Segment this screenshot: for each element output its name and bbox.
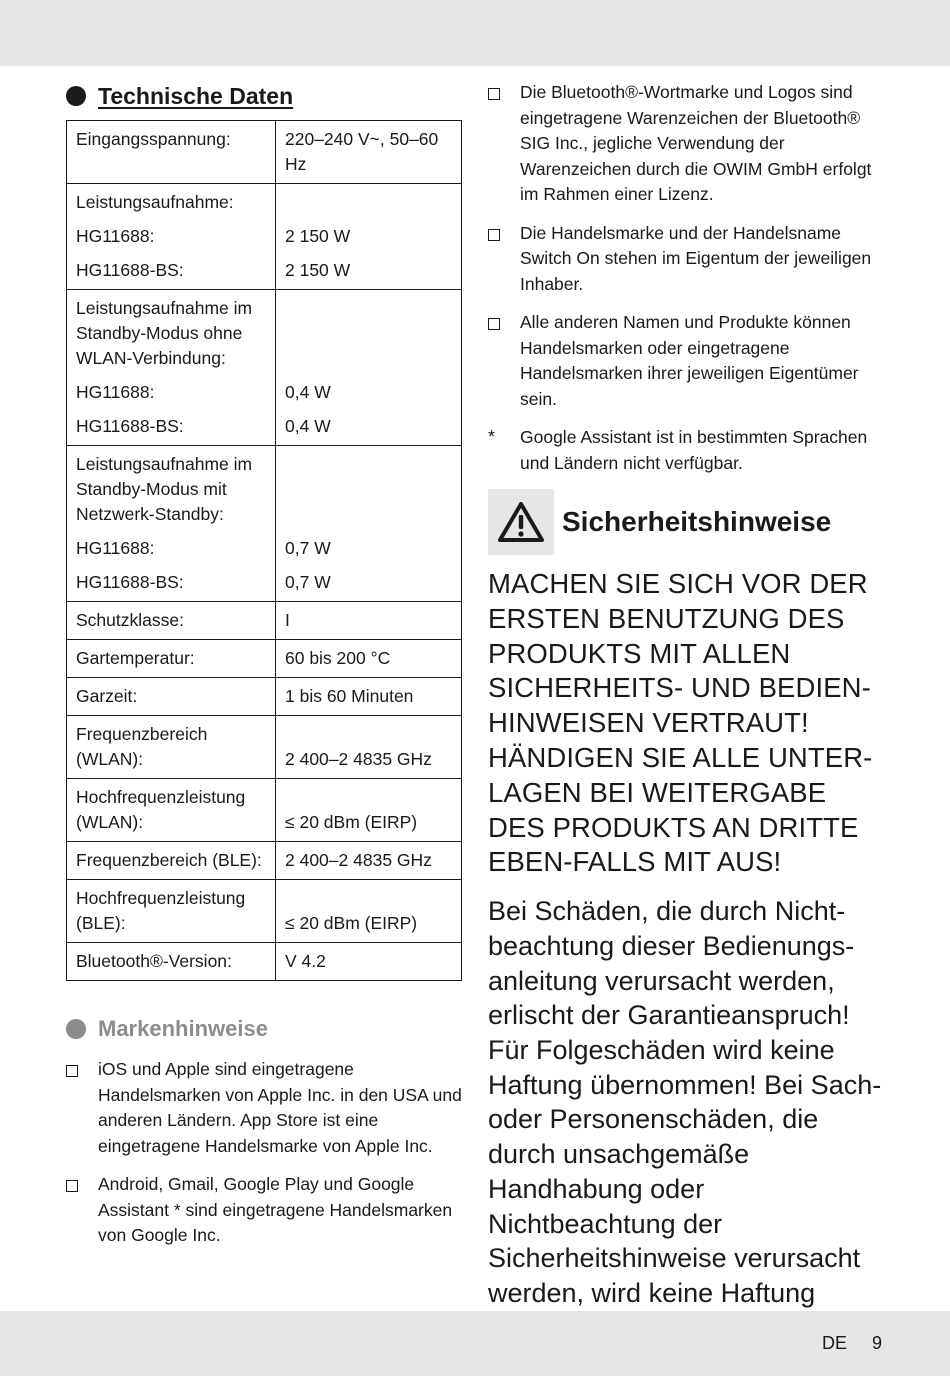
right-column <box>488 80 888 1345</box>
list-item: * Google Assistant ist in bestimmten Sprachen und Ländern nicht verfügbar. <box>488 427 868 473</box>
checkbox-square-icon <box>488 229 500 241</box>
spec-value: 2 400–2 4835 GHz <box>276 716 462 779</box>
table-row <box>67 779 462 842</box>
list-item: iOS und Apple sind eingetragene Handelsmarken von Apple Inc. in den USA und anderen Ländern. App Store ist eine eingetragene Handelsmarke von Apple Inc. <box>66 1057 462 1159</box>
spec-label: Garzeit: <box>67 678 276 716</box>
spec-table <box>66 120 462 981</box>
spec-label: Leistungsaufnahme im Standby-Modus ohne WLAN-Verbindung: <box>76 298 253 368</box>
spec-sublabel: HG11688: <box>76 382 155 402</box>
footer-band <box>0 1311 950 1376</box>
spec-sublabel: HG11688: <box>76 538 155 558</box>
tech-heading: Technische Daten <box>98 82 294 109</box>
spec-value: 60 bis 200 °C <box>276 640 462 678</box>
spec-value: 0,7 W <box>285 538 331 558</box>
footer-language: DE <box>822 1333 848 1353</box>
table-row <box>67 446 462 602</box>
spec-value: 0,4 W <box>285 416 331 436</box>
spec-sublabel: HG11688-BS: <box>76 572 184 592</box>
safety-caps-warning: MACHEN SIE SICH VOR DER ERSTEN BENUTZUNG DES PRODUKTS MIT ALLEN SICHERHEITS- UND BEDIEN-HINWEISEN VERTRAUT! HÄNDIGEN SIE ALLE UNTER-LAGEN BEI WEITERGABE DES PRODUKTS AN DRITTE EBEN-FALLS MIT AUS! <box>488 568 873 878</box>
spec-label: Leistungsaufnahme im Standby-Modus mit Netzwerk-Standby: <box>76 454 253 524</box>
spec-label: Frequenzbereich (WLAN): <box>67 716 276 779</box>
list-item: Android, Gmail, Google Play und Google Assistant * sind eingetragene Handelsmarken von Google Inc. <box>66 1172 462 1249</box>
asterisk-marker: * <box>488 427 496 447</box>
list-item: Die Handelsmarke und der Handelsname Switch On stehen im Eigentum der jeweiligen Inhaber. <box>488 221 888 298</box>
page-number: 9 <box>872 1333 883 1353</box>
trademark-list <box>488 80 888 476</box>
spec-value: 1 bis 60 Minuten <box>276 678 462 716</box>
spec-label: Gartemperatur: <box>67 640 276 678</box>
checkbox-square-icon <box>66 1065 78 1077</box>
spec-label: Eingangsspannung: <box>67 121 276 184</box>
spec-sublabel: HG11688: <box>76 226 155 246</box>
spec-value: 0,7 W <box>285 572 331 592</box>
spec-value: 0,4 W <box>285 382 331 402</box>
spec-value: ≤ 20 dBm (EIRP) <box>276 880 462 943</box>
marken-heading-row <box>66 1013 462 1045</box>
tech-heading-row <box>66 80 462 112</box>
spec-value: ≤ 20 dBm (EIRP) <box>276 779 462 842</box>
spec-label: Frequenzbereich (BLE): <box>67 842 276 880</box>
spec-value: 2 150 W <box>285 260 351 280</box>
safety-heading: Sicherheitshinweise <box>562 506 832 537</box>
table-row <box>67 842 462 880</box>
spec-label: Hochfrequenzleistung (BLE): <box>67 880 276 943</box>
safety-heading-row <box>488 489 888 555</box>
table-row <box>67 640 462 678</box>
table-row <box>67 121 462 184</box>
table-row <box>67 602 462 640</box>
spec-value: I <box>276 602 462 640</box>
checkbox-square-icon <box>66 1180 78 1192</box>
spec-value: V 4.2 <box>276 943 462 981</box>
marken-list <box>66 1057 462 1249</box>
checkbox-square-icon <box>488 88 500 100</box>
table-row <box>67 880 462 943</box>
checkbox-square-icon <box>488 318 500 330</box>
bullet-icon <box>66 86 86 106</box>
table-row <box>67 290 462 446</box>
spec-label: Bluetooth®-Version: <box>67 943 276 981</box>
spec-value: 2 400–2 4835 GHz <box>276 842 462 880</box>
spec-sublabel: HG11688-BS: <box>76 416 184 436</box>
warning-triangle-icon <box>488 489 554 555</box>
table-row <box>67 943 462 981</box>
table-row <box>67 184 462 290</box>
spec-label: Schutzklasse: <box>67 602 276 640</box>
list-item: Alle anderen Namen und Produkte können Handelsmarken oder eingetragene Handelsmarken ihrer jeweiligen Eigentümer sein. <box>488 310 888 412</box>
table-row <box>67 716 462 779</box>
spec-sublabel: HG11688-BS: <box>76 260 184 280</box>
list-item: Die Bluetooth®-Wortmarke und Logos sind eingetragene Warenzeichen der Bluetooth® SIG Inc., jegliche Verwendung der Warenzeichen durch die OWIM GmbH erfolgt im Rahmen einer Lizenz. <box>488 80 888 208</box>
spec-value: 2 150 W <box>285 226 351 246</box>
safety-body-text: Bei Schäden, die durch Nicht-beachtung dieser Bedienungs-anleitung verursacht werden, erlischt der Garantieanspruch! Für Folgeschäden wird keine Haftung übernommen! Bei Sach- oder Personenschäden, die durch unsachgemäße Handhabung oder Nichtbeachtung der Sicherheitshinweise verursacht werden, wird keine Haftung <box>488 896 882 1308</box>
left-column <box>66 80 462 1262</box>
spec-label: Hochfrequenzleistung (WLAN): <box>67 779 276 842</box>
header-band <box>0 0 950 66</box>
bullet-icon <box>66 1019 86 1039</box>
marken-heading: Markenhinweise <box>98 1016 268 1041</box>
spec-value: 220–240 V~, 50–60 Hz <box>276 121 462 184</box>
table-row <box>67 678 462 716</box>
spec-label: Leistungsaufnahme: <box>76 192 234 212</box>
